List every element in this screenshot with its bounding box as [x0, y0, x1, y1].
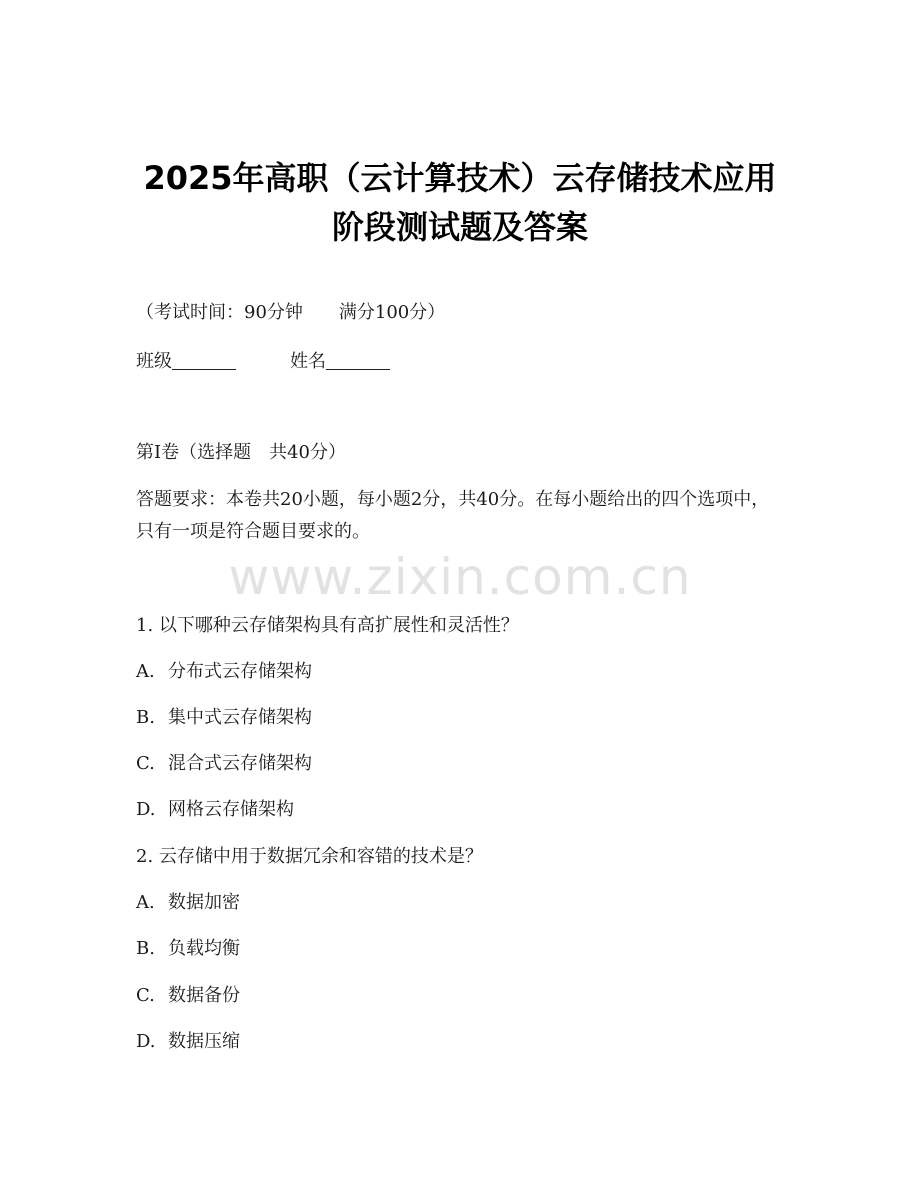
option-letter: C. [136, 753, 155, 774]
class-label: 班级 [136, 351, 172, 372]
option-letter: D. [136, 799, 156, 820]
student-info-row [136, 350, 390, 374]
option-item [136, 798, 294, 822]
exam-info: （考试时间：90分钟 满分100分） [136, 302, 446, 323]
option-text: 负载均衡 [168, 938, 240, 959]
option-text: 分布式云存储架构 [168, 661, 312, 682]
option-text: 混合式云存储架构 [168, 753, 312, 774]
question-stem: 2. 云存储中用于数据冗余和容错的技术是？ [136, 846, 483, 867]
option-item [136, 937, 240, 961]
option-letter: C. [136, 985, 155, 1006]
option-letter: B. [136, 707, 155, 728]
option-item [136, 891, 240, 915]
option-item [136, 752, 312, 776]
option-text: 网格云存储架构 [168, 799, 294, 820]
option-text: 数据备份 [168, 985, 240, 1006]
class-blank [172, 351, 236, 370]
option-letter: A. [136, 892, 155, 913]
option-item [136, 660, 312, 684]
instructions: 答题要求：本卷共20小题，每小题2分，共40分。在每小题给出的四个选项中，只有一项是符合题目要求的。 [136, 489, 770, 542]
option-item [136, 1030, 240, 1054]
doc-title-line-2: 阶段测试题及答案 [331, 208, 588, 246]
option-item [136, 984, 240, 1008]
option-letter: B. [136, 938, 155, 959]
option-text: 数据加密 [168, 892, 240, 913]
section-header: 第I卷（选择题 共40分） [136, 442, 347, 463]
option-item [136, 706, 312, 730]
watermark: www.zixin.com.cn [228, 548, 692, 606]
name-label: 姓名 [290, 351, 326, 372]
doc-title-line-1: 2025年高职（云计算技术）云存储技术应用 [143, 159, 777, 197]
option-text: 集中式云存储架构 [168, 707, 312, 728]
option-letter: D. [136, 1031, 156, 1052]
option-text: 数据压缩 [168, 1031, 240, 1052]
option-letter: A. [136, 661, 155, 682]
question-stem: 1. 以下哪种云存储架构具有高扩展性和灵活性？ [136, 615, 519, 636]
name-blank [326, 351, 390, 370]
